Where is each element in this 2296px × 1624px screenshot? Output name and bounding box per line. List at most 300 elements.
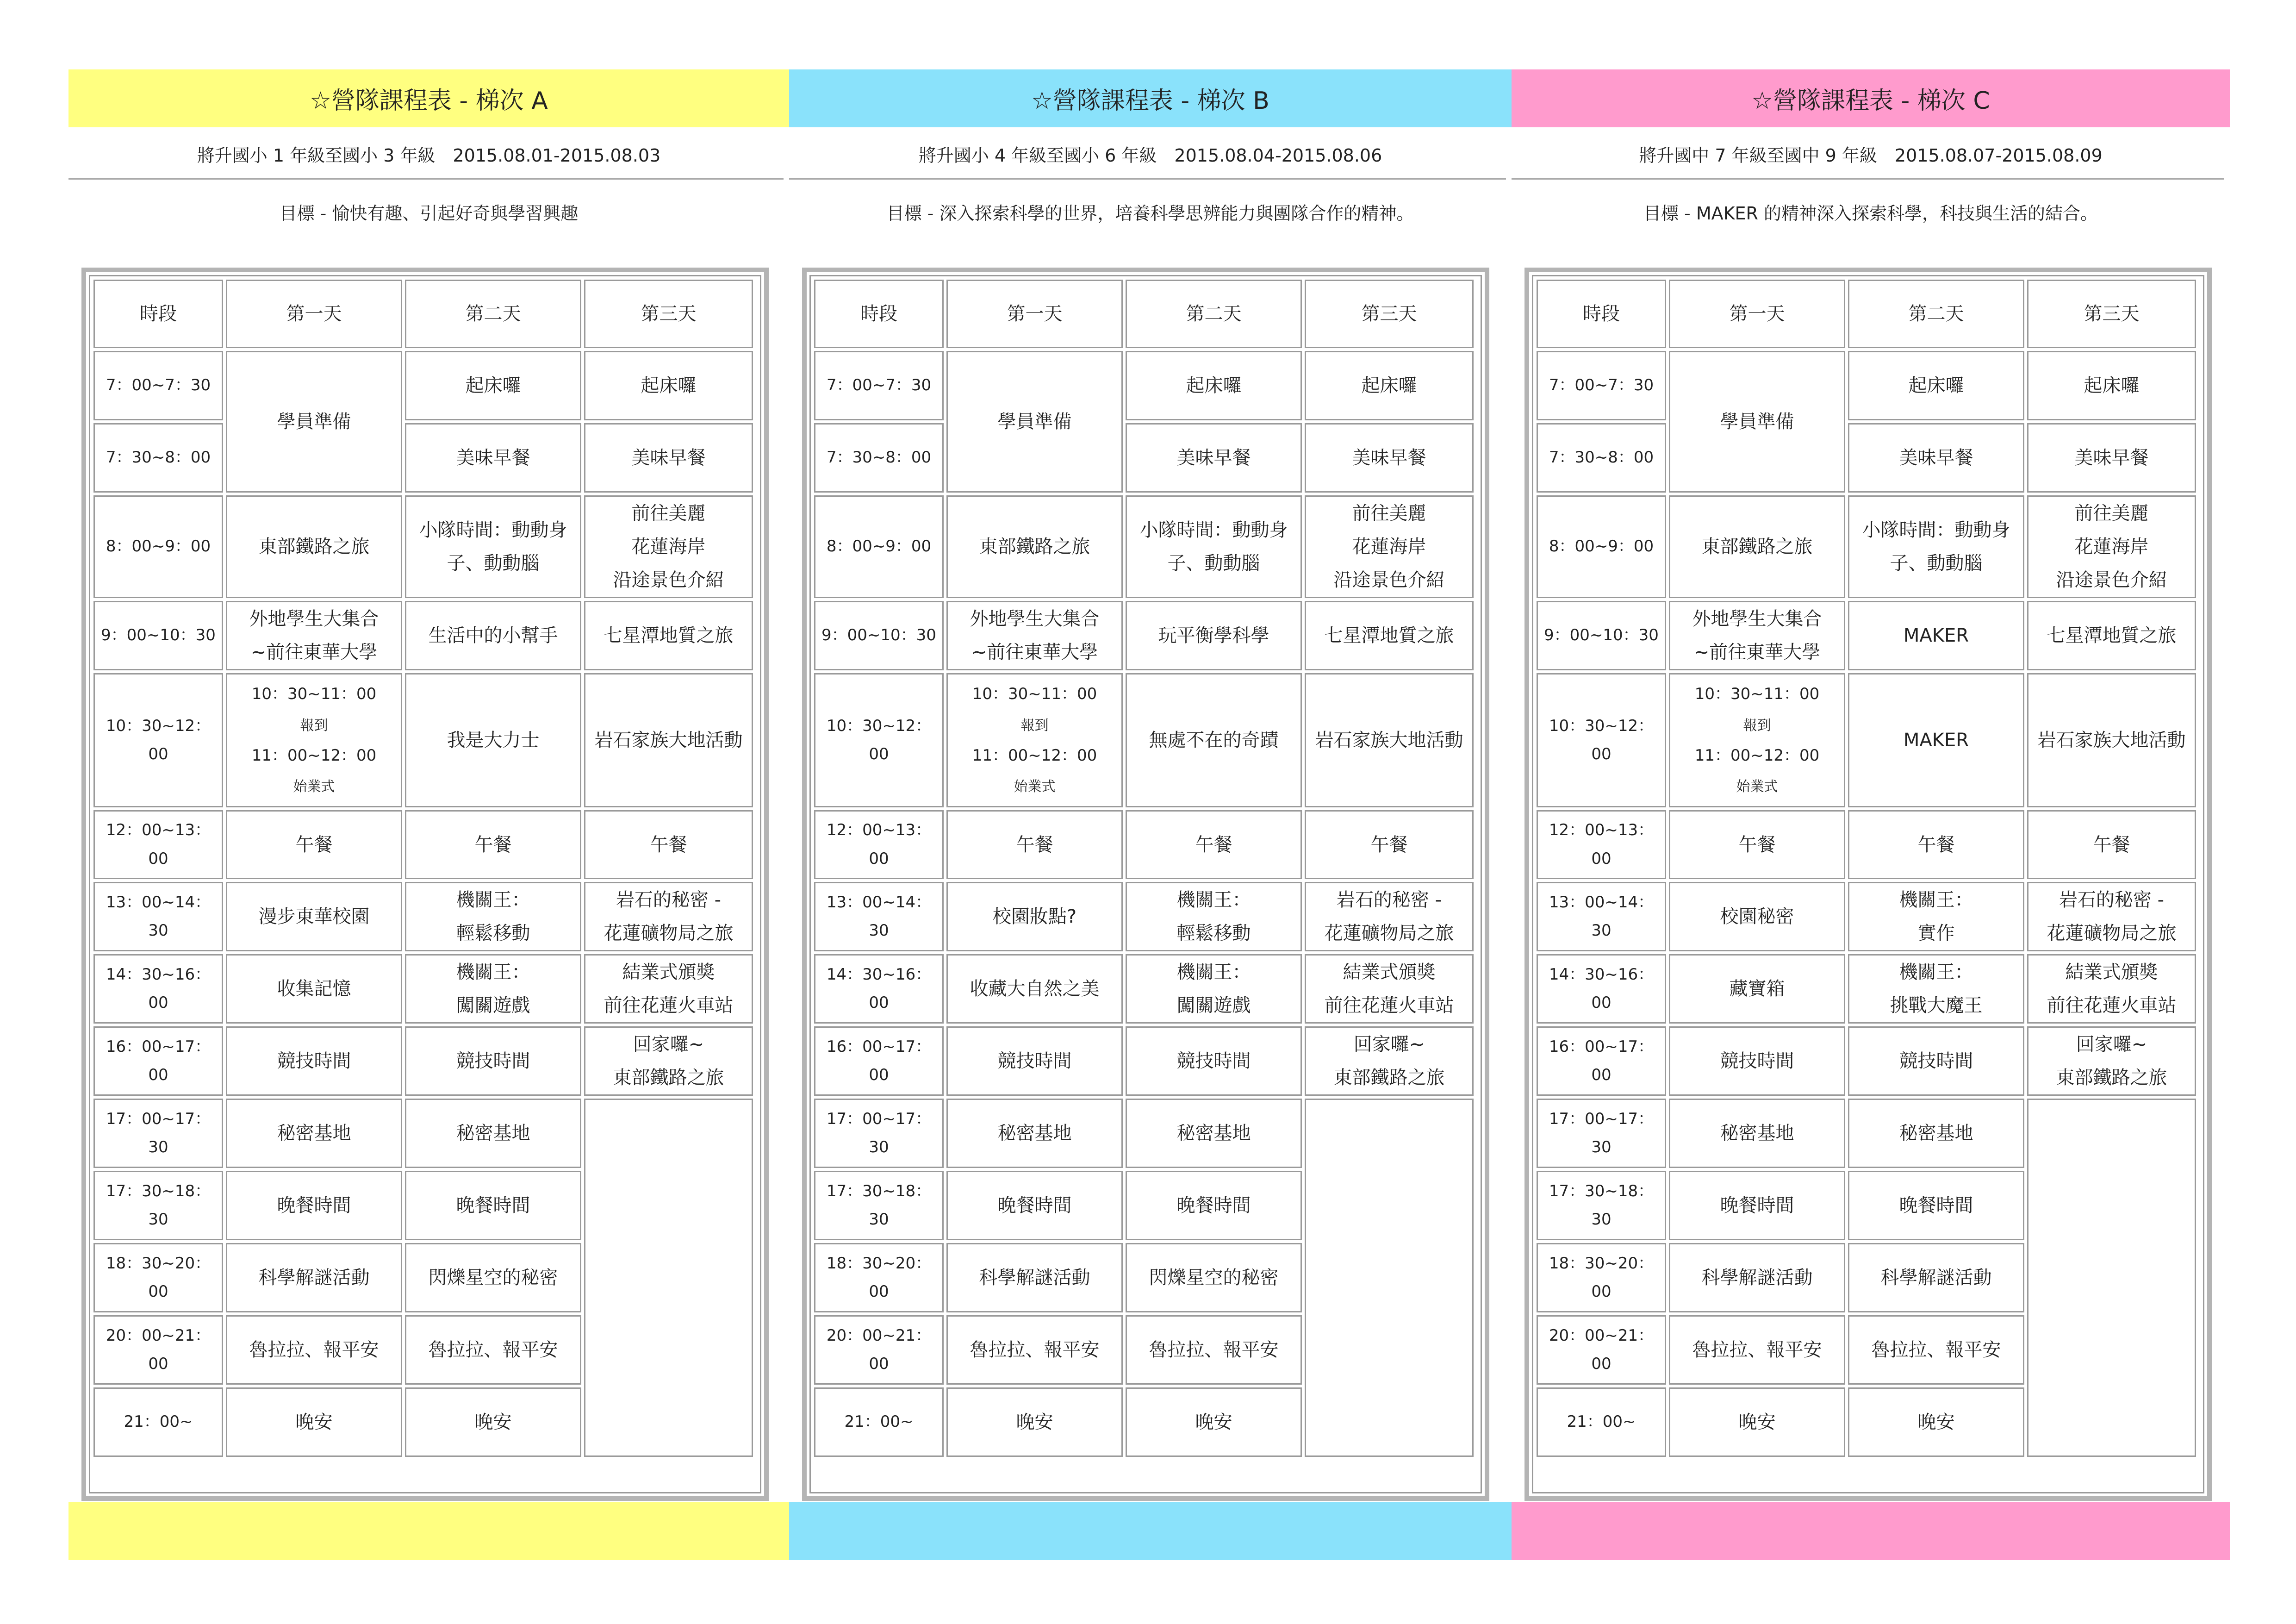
day3-cell (1305, 810, 1474, 879)
cell-text: 晚安 (1195, 1412, 1232, 1433)
time-slot (93, 954, 223, 1024)
cell-text: 閃爍星空的秘密 (1149, 1267, 1279, 1288)
cell-text: 12：00~13：00 (1549, 821, 1654, 868)
schedule-subtitle: 將升國小 4 年級至國小 6 年級 2015.08.04-2015.08.06 (918, 145, 1382, 166)
day1-cell (226, 882, 402, 951)
day3-cell (1305, 601, 1474, 670)
cell-text: 岩石家族大地活動 (1315, 730, 1463, 751)
table-row (93, 351, 753, 420)
time-slot (1537, 810, 1666, 879)
cell-text: 報到 (300, 717, 328, 734)
day2-cell (1126, 810, 1302, 879)
schedule-title: ☆營隊課程表 - 梯次 B (1031, 87, 1269, 115)
cell-text: 20：00~21：00 (826, 1326, 932, 1373)
cell-text: 起床囉 (1186, 375, 1242, 396)
cell-text: 前往花蓮火車站 (1324, 995, 1454, 1016)
day3-empty (2027, 1099, 2196, 1457)
day1-cell (946, 810, 1123, 879)
cell-text: 午餐 (295, 834, 333, 856)
time-slot (93, 1387, 223, 1457)
cell-text: 美味早餐 (631, 447, 706, 468)
day1-cell (226, 1243, 402, 1312)
cell-text: 花蓮礦物局之旅 (1324, 923, 1454, 944)
day1-cell (226, 1387, 402, 1457)
cell-text: 外地學生大集合 (970, 608, 1100, 630)
day2-cell (405, 1243, 581, 1312)
cell-text: 結業式頒獎 (2065, 962, 2158, 983)
time-slot (1537, 882, 1666, 951)
day2-cell (1848, 1315, 2024, 1385)
time-slot (1537, 495, 1666, 598)
cell-text: 東部鐵路之旅 (1333, 1067, 1445, 1088)
cell-text: 16：00~17：00 (106, 1037, 211, 1084)
cell-text: 魯拉拉、報平安 (1871, 1339, 2001, 1361)
time-slot (814, 423, 944, 493)
day1-cell (946, 1026, 1123, 1096)
day2-cell (1126, 673, 1302, 807)
cell-text: 子、動動腦 (447, 553, 540, 574)
cell-text: 競技時間 (1720, 1050, 1794, 1072)
time-slot (814, 601, 944, 670)
cell-text: 競技時間 (277, 1050, 351, 1072)
cell-text: 七星潭地質之旅 (2047, 625, 2177, 646)
cell-text: 科學解謎活動 (979, 1267, 1090, 1288)
day1-cell (946, 1243, 1123, 1312)
cell-text: 17：00~17：30 (1549, 1109, 1654, 1156)
day1-cell (226, 1171, 402, 1240)
cell-text: 20：00~21：00 (106, 1326, 211, 1373)
cell-text: 藏寶箱 (1729, 978, 1785, 999)
day1-cell (946, 601, 1123, 670)
cell-text: 輕鬆移動 (456, 923, 530, 944)
time-slot (814, 1171, 944, 1240)
day3-cell (584, 954, 753, 1024)
table-row (814, 1099, 1474, 1168)
cell-text: 晚餐時間 (277, 1195, 351, 1216)
schedule-table (1534, 277, 2199, 1460)
cell-text: 21：00~ (1567, 1412, 1636, 1431)
day3-cell (584, 423, 753, 493)
cell-text: ~前往東華大學 (971, 642, 1098, 663)
cell-text: 秘密基地 (1899, 1123, 1973, 1144)
day3-empty (584, 1099, 753, 1457)
time-slot (93, 495, 223, 598)
day3-cell (584, 601, 753, 670)
cell-text: 16：00~17：00 (826, 1037, 932, 1084)
cell-text: 前往美麗 (1352, 503, 1426, 524)
day1-cell (946, 495, 1123, 598)
cell-text: 晚安 (295, 1412, 333, 1433)
time-slot (814, 1315, 944, 1385)
cell-text: 東部鐵路之旅 (613, 1067, 724, 1088)
day1-cell (226, 1026, 402, 1096)
cell-text: 競技時間 (456, 1050, 530, 1072)
cell-text: 子、動動腦 (1167, 553, 1260, 574)
time-slot (93, 351, 223, 420)
cell-text: 17：30~18：30 (106, 1181, 211, 1229)
cell-text: 挑戰大魔王 (1890, 995, 1983, 1016)
cell-text: 結業式頒獎 (1343, 962, 1436, 983)
table-row (814, 1026, 1474, 1096)
schedule-title: ☆營隊課程表 - 梯次 A (310, 87, 548, 115)
day2-cell (1848, 1026, 2024, 1096)
cell-text: 第三天 (641, 303, 697, 325)
table-row (1537, 810, 2196, 879)
cell-text: 始業式 (1736, 779, 1778, 795)
divider (789, 178, 1506, 180)
time-slot (814, 1099, 944, 1168)
cell-text: 子、動動腦 (1890, 553, 1983, 574)
cell-text: 7：30~8：00 (1549, 448, 1654, 467)
table-row (93, 810, 753, 879)
time-slot (814, 954, 944, 1024)
time-slot (93, 673, 223, 807)
time-slot (1537, 1243, 1666, 1312)
day1-cell (1669, 1243, 1845, 1312)
time-slot (93, 601, 223, 670)
cell-text: 前往花蓮火車站 (2047, 995, 2177, 1016)
time-slot (1537, 1387, 1666, 1457)
schedule-column (1512, 0, 2230, 1624)
day1-cell (1669, 1026, 1845, 1096)
cell-text: 回家囉~ (2076, 1034, 2147, 1055)
table-row (814, 954, 1474, 1024)
cell-text: 17：00~17：30 (826, 1109, 932, 1156)
cell-text: 11：00~12：00 (1694, 746, 1820, 765)
cell-text: 機關王： (456, 889, 530, 911)
schedule-goal: 目標 - 愉快有趣、引起好奇與學習興趣 (279, 203, 579, 224)
cell-text: 學員準備 (1720, 411, 1794, 432)
schedule-subtitle: 將升國小 1 年級至國小 3 年級 2015.08.01-2015.08.03 (197, 145, 661, 166)
time-slot (93, 1026, 223, 1096)
day2-cell (1126, 1171, 1302, 1240)
table-row (1537, 673, 2196, 807)
day1-cell (946, 673, 1123, 807)
cell-text: 7：30~8：00 (106, 448, 211, 467)
day1-cell (1669, 1171, 1845, 1240)
cell-text: 7：30~8：00 (826, 448, 932, 467)
bottom-color-bar (68, 1502, 789, 1560)
time-slot (1537, 423, 1666, 493)
day2-cell (1848, 1243, 2024, 1312)
cell-text: 晚安 (474, 1412, 512, 1433)
cell-text: 岩石的秘密 - (1336, 889, 1442, 911)
cell-text: 秘密基地 (997, 1123, 1072, 1144)
cell-text: 科學解謎活動 (258, 1267, 370, 1288)
cell-text: ~前往東華大學 (250, 642, 378, 663)
day2-cell (405, 1387, 581, 1457)
day3-cell (2027, 1026, 2196, 1096)
cell-text: 機關王： (1176, 962, 1251, 983)
cell-text: 東部鐵路之旅 (258, 536, 370, 557)
cell-text: 競技時間 (997, 1050, 1072, 1072)
cell-text: 生活中的小幫手 (428, 625, 558, 646)
cell-text: 7：00~7：30 (826, 376, 932, 395)
time-slot (93, 882, 223, 951)
cell-text: 11：00~12：00 (251, 746, 377, 765)
cell-text: 回家囉~ (633, 1034, 704, 1055)
day1-cell (946, 882, 1123, 951)
day1-cell (1669, 882, 1845, 951)
cell-text: 輕鬆移動 (1176, 923, 1251, 944)
day2-cell (405, 423, 581, 493)
cell-text: 晚餐時間 (1176, 1195, 1251, 1216)
cell-text: 前往花蓮火車站 (604, 995, 734, 1016)
day2-cell (405, 1099, 581, 1168)
time-slot (93, 1243, 223, 1312)
cell-text: 機關王： (1176, 889, 1251, 911)
header-time (814, 280, 944, 348)
bottom-color-bar (1512, 1502, 2230, 1560)
day3-cell (1305, 423, 1474, 493)
day2-cell (1848, 1387, 2024, 1457)
cell-text: 競技時間 (1176, 1050, 1251, 1072)
cell-text: 外地學生大集合 (1692, 608, 1822, 630)
cell-text: 10：30~11：00 (972, 685, 1097, 704)
cell-text: 9：00~10：30 (1544, 626, 1659, 645)
day3-empty (1305, 1099, 1474, 1457)
cell-text: 岩石的秘密 - (2059, 889, 2165, 911)
day2-cell (405, 954, 581, 1024)
day2-cell (1126, 1099, 1302, 1168)
schedule-frame (81, 268, 769, 1501)
day2-cell (1126, 495, 1302, 598)
cell-text: 9：00~10：30 (821, 626, 936, 645)
header-day2 (1848, 280, 2024, 348)
table-row (814, 673, 1474, 807)
cell-text: 14：30~16：00 (1549, 965, 1654, 1012)
day3-cell (1305, 673, 1474, 807)
cell-text: 21：00~ (124, 1412, 193, 1431)
cell-text: 收藏大自然之美 (970, 978, 1100, 999)
day2-cell (1848, 601, 2024, 670)
cell-text: 13：00~14：30 (106, 893, 211, 940)
bottom-color-bar (789, 1502, 1512, 1560)
cell-text: 始業式 (1014, 779, 1056, 795)
table-row (814, 423, 1474, 493)
cell-text: 午餐 (1917, 834, 1955, 856)
cell-text: 沿途景色介紹 (613, 569, 724, 591)
cell-text: 起床囉 (1908, 375, 1964, 396)
cell-text: 始業式 (293, 779, 335, 795)
cell-text: 21：00~ (844, 1412, 914, 1431)
table-row (814, 280, 1474, 348)
table-row (93, 423, 753, 493)
day3-cell (584, 495, 753, 598)
cell-text: 晚餐時間 (1899, 1195, 1973, 1216)
cell-text: 岩石家族大地活動 (594, 730, 743, 751)
time-slot (814, 351, 944, 420)
cell-text: 第一天 (1007, 303, 1063, 325)
day2-cell (1848, 495, 2024, 598)
cell-text: 10：30~12：00 (1549, 716, 1654, 763)
day1-prep (946, 351, 1123, 493)
day1-cell (1669, 810, 1845, 879)
cell-text: 午餐 (474, 834, 512, 856)
schedule-goal: 目標 - 深入探索科學的世界，培養科學思辨能力與團隊合作的精神。 (886, 203, 1414, 224)
day1-cell (946, 1099, 1123, 1168)
header-day3 (2027, 280, 2196, 348)
cell-text: 晚安 (1917, 1412, 1955, 1433)
day2-cell (405, 1026, 581, 1096)
day1-cell (226, 601, 402, 670)
schedule-column (68, 0, 789, 1624)
cell-text: 前往美麗 (631, 503, 706, 524)
cell-text: 18：30~20：00 (1549, 1254, 1654, 1301)
cell-text: 學員準備 (997, 411, 1072, 432)
cell-text: 第三天 (2084, 303, 2140, 325)
table-row (814, 601, 1474, 670)
cell-text: 14：30~16：00 (106, 965, 211, 1012)
time-slot (1537, 351, 1666, 420)
cell-text: 9：00~10：30 (101, 626, 216, 645)
cell-text: 東部鐵路之旅 (979, 536, 1090, 557)
cell-text: 秘密基地 (277, 1123, 351, 1144)
title-bar (789, 69, 1512, 127)
day3-cell (2027, 495, 2196, 598)
table-row (93, 882, 753, 951)
time-slot (814, 1026, 944, 1096)
cell-text: 美味早餐 (1352, 447, 1426, 468)
cell-text: 晚安 (1016, 1412, 1053, 1433)
time-slot (1537, 673, 1666, 807)
cell-text: 7：00~7：30 (106, 376, 211, 395)
day3-cell (2027, 351, 2196, 420)
divider (1512, 178, 2224, 180)
cell-text: 秘密基地 (1720, 1123, 1794, 1144)
day2-cell (1126, 1243, 1302, 1312)
day2-cell (1126, 601, 1302, 670)
cell-text: 10：30~11：00 (1694, 685, 1820, 704)
divider (68, 178, 784, 180)
time-slot (1537, 1099, 1666, 1168)
day3-cell (1305, 351, 1474, 420)
table-row (93, 1099, 753, 1168)
cell-text: 起床囉 (465, 375, 521, 396)
day1-cell (1669, 601, 1845, 670)
cell-text: 岩石家族大地活動 (2037, 730, 2186, 751)
cell-text: 東部鐵路之旅 (1701, 536, 1813, 557)
time-slot (814, 495, 944, 598)
day2-cell (405, 601, 581, 670)
cell-text: 實作 (1917, 923, 1955, 944)
day1-prep (1669, 351, 1845, 493)
day3-cell (584, 882, 753, 951)
day2-cell (405, 1171, 581, 1240)
cell-text: 花蓮海岸 (2074, 536, 2149, 557)
cell-text: 美味早餐 (456, 447, 530, 468)
table-row (814, 495, 1474, 598)
cell-text: 魯拉拉、報平安 (428, 1339, 558, 1361)
day1-cell (1669, 954, 1845, 1024)
day2-cell (1848, 810, 2024, 879)
schedule-goal: 目標 - MAKER 的精神深入探索科學，科技與生活的結合。 (1643, 203, 2098, 224)
cell-text: 午餐 (2093, 834, 2130, 856)
cell-text: 玩平衡學科學 (1158, 625, 1269, 646)
table-row (93, 673, 753, 807)
day2-cell (1848, 882, 2024, 951)
cell-text: 12：00~13：00 (106, 821, 211, 868)
cell-text: 科學解謎活動 (1701, 1267, 1813, 1288)
cell-text: 午餐 (1738, 834, 1776, 856)
schedule-subtitle: 將升國中 7 年級至國中 9 年級 2015.08.07-2015.08.09 (1639, 145, 2103, 166)
table-row (814, 351, 1474, 420)
day2-cell (1126, 882, 1302, 951)
cell-text: 報到 (1743, 717, 1771, 734)
day3-cell (2027, 954, 2196, 1024)
cell-text: 閃爍星空的秘密 (428, 1267, 558, 1288)
day1-prep (226, 351, 402, 493)
cell-text: 第二天 (1186, 303, 1242, 325)
day3-cell (2027, 810, 2196, 879)
cell-text: 七星潭地質之旅 (604, 625, 734, 646)
cell-text: 17：30~18：30 (1549, 1181, 1654, 1229)
day3-cell (1305, 882, 1474, 951)
cell-text: 魯拉拉、報平安 (970, 1339, 1100, 1361)
table-row (93, 601, 753, 670)
cell-text: 漫步東華校園 (258, 906, 370, 927)
cell-text: 科學解謎活動 (1880, 1267, 1992, 1288)
day2-cell (405, 810, 581, 879)
day2-cell (1126, 351, 1302, 420)
header-time (93, 280, 223, 348)
cell-text: 小隊時間：動動身 (419, 519, 567, 541)
cell-text: 花蓮海岸 (1352, 536, 1426, 557)
day2-cell (405, 673, 581, 807)
cell-text: 17：30~18：30 (826, 1181, 932, 1229)
day3-cell (2027, 882, 2196, 951)
time-slot (93, 1099, 223, 1168)
schedule-table (91, 277, 756, 1460)
cell-text: 我是大力士 (447, 730, 540, 751)
time-slot (814, 1387, 944, 1457)
cell-text: 機關王： (1899, 889, 1973, 911)
day1-cell (1669, 1099, 1845, 1168)
cell-text: 校園妝點? (992, 906, 1077, 927)
title-bar (68, 69, 789, 127)
time-slot (1537, 1026, 1666, 1096)
day2-cell (405, 351, 581, 420)
title-bar (1512, 69, 2230, 127)
day1-cell (1669, 1387, 1845, 1457)
day2-cell (1848, 1099, 2024, 1168)
header-day3 (584, 280, 753, 348)
day3-cell (584, 351, 753, 420)
cell-text: 美味早餐 (2074, 447, 2149, 468)
cell-text: 13：00~14：30 (826, 893, 932, 940)
cell-text: 時段 (1583, 303, 1620, 325)
time-slot (814, 882, 944, 951)
cell-text: 秘密基地 (1176, 1123, 1251, 1144)
table-row (1537, 1099, 2196, 1168)
day1-cell (1669, 495, 1845, 598)
header-day1 (1669, 280, 1845, 348)
day3-cell (2027, 423, 2196, 493)
time-slot (93, 1171, 223, 1240)
cell-text: 魯拉拉、報平安 (249, 1339, 379, 1361)
table-row (1537, 601, 2196, 670)
day1-cell (946, 954, 1123, 1024)
day2-cell (1848, 351, 2024, 420)
day3-cell (2027, 673, 2196, 807)
day2-cell (405, 495, 581, 598)
cell-text: 小隊時間：動動身 (1139, 519, 1288, 541)
cell-text: 16：00~17：00 (1549, 1037, 1654, 1084)
cell-text: 秘密基地 (456, 1123, 530, 1144)
header-day1 (946, 280, 1123, 348)
cell-text: 起床囉 (641, 375, 697, 396)
cell-text: 校園秘密 (1720, 906, 1794, 927)
